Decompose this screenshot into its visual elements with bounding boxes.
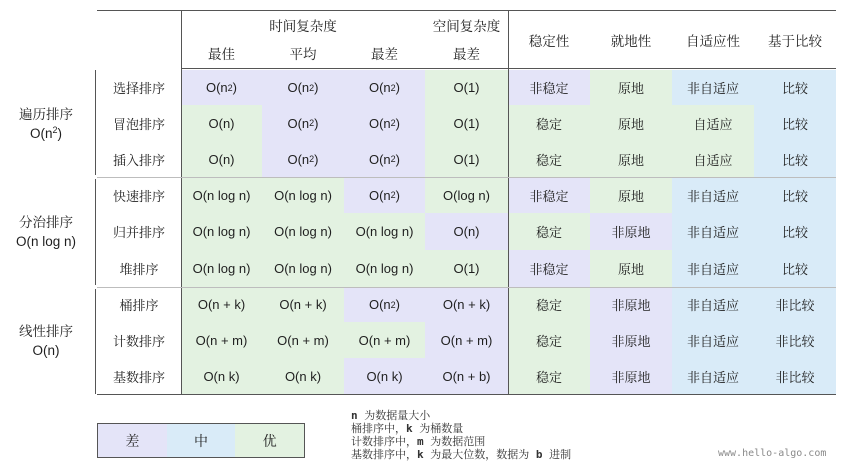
table-cell: 稳定 [508, 358, 590, 394]
notes [351, 409, 571, 461]
table-cell: O(n log n) [344, 250, 425, 287]
table-cell: 非稳定 [508, 177, 590, 213]
note-line: 计数排序中，m 为数据范围 [351, 435, 486, 448]
table-cell: O(log n) [425, 177, 508, 213]
table-cell: 稳定 [508, 322, 590, 358]
table-cell: 非自适应 [672, 287, 754, 322]
header-space-worst: 最差 [453, 47, 480, 62]
table-cell: O(n 2 ) [344, 70, 425, 105]
table-cell: O(n log n) [181, 177, 262, 213]
note-line: 基数排序中，k 为最大位数，数据为 b 进制 [351, 448, 572, 461]
table-cell: 稳定 [508, 213, 590, 250]
table-cell: O(n + k) [262, 287, 344, 322]
table-cell: 自适应 [672, 141, 754, 177]
table-cell: 非原地 [590, 358, 672, 394]
table-cell: 非比较 [754, 322, 836, 358]
table-cell: O(n 2 ) [262, 70, 344, 105]
table-cell: O(n + m) [344, 322, 425, 358]
table-cell: 非自适应 [672, 322, 754, 358]
table-cell: O(n log n) [262, 177, 344, 213]
row-label: 插入排序 [112, 152, 165, 168]
top-rule [97, 10, 836, 11]
header-average: 平均 [289, 47, 317, 62]
group-bracket-2 [95, 179, 96, 285]
row-label: 归并排序 [112, 225, 165, 240]
group-name: 遍历排序 [19, 106, 73, 122]
space-divider [508, 10, 509, 395]
table-cell: O(n log n) [181, 250, 262, 287]
group-bracket-1 [95, 70, 96, 175]
table-cell: O(1) [425, 250, 508, 287]
group-complexity: $O(n^2)$ [29, 124, 63, 141]
table-cell: 非自适应 [672, 358, 754, 394]
legend [97, 423, 305, 458]
table-cell: 原地 [590, 105, 672, 141]
row-label: 堆排序 [119, 262, 159, 277]
table-cell: 自适应 [672, 105, 754, 141]
table-cell: 非稳定 [508, 70, 590, 105]
table-cell: 非原地 [590, 287, 672, 322]
table-cell: O(n k) [262, 358, 344, 394]
table-cell: 原地 [590, 70, 672, 105]
table-cell: O(n + m) [262, 322, 344, 358]
row-label: 计数排序 [112, 333, 165, 349]
table-cell: 比较 [754, 141, 836, 177]
note-line: n 为数据量大小 [351, 409, 431, 422]
group-traversal-sort [0, 70, 92, 177]
table-cell: 非稳定 [508, 250, 590, 287]
group-divide-conquer-sort [0, 177, 92, 287]
header-space-complexity: 空间复杂度 [432, 19, 501, 34]
table-cell: 比较 [754, 105, 836, 141]
table-cell: 非自适应 [672, 250, 754, 287]
header-adaptive: 自适应性 [686, 34, 740, 49]
table-cell: 非比较 [754, 287, 836, 322]
legend-bad: 差 [98, 424, 167, 457]
group-linear-sort [0, 287, 92, 394]
header-in-place: 就地性 [610, 34, 652, 49]
table-cell: O(n 2 ) [344, 177, 425, 213]
header-time-complexity: 时间复杂度 [269, 19, 337, 34]
table-cell: 非自适应 [672, 213, 754, 250]
row-label: 选择排序 [112, 81, 165, 96]
table-cell: O(1) [425, 141, 508, 177]
table-cell: O(n + b) [425, 358, 508, 394]
table-cell: 非自适应 [672, 177, 754, 213]
table-cell: 原地 [590, 250, 672, 287]
group-divider-2 [97, 287, 836, 288]
table-cell: 比较 [754, 177, 836, 213]
table-cell: 比较 [754, 70, 836, 105]
table-cell: O(n 2 ) [344, 105, 425, 141]
table-cell: O(n 2 ) [344, 287, 425, 322]
table-cell: 比较 [754, 250, 836, 287]
row-label: 基数排序 [112, 369, 165, 385]
table-cell: O(n + m) [425, 322, 508, 358]
table-cell: O(n 2 ) [262, 141, 344, 177]
table-cell: 比较 [754, 213, 836, 250]
legend-medium: 中 [167, 424, 236, 457]
table-cell: O(n + k) [181, 287, 262, 322]
table-cell: O(n 2 ) [344, 141, 425, 177]
table-cell: O(n + k) [425, 287, 508, 322]
table-cell: O(n log n) [344, 213, 425, 250]
header-best: 最佳 [208, 47, 235, 62]
table-cell: O(n) [425, 213, 508, 250]
table-cell: 原地 [590, 177, 672, 213]
table-cell: O(n 2 ) [262, 105, 344, 141]
watermark: www.hello-algo.com [718, 448, 827, 459]
group-name: 线性排序 [19, 323, 73, 339]
table-cell: 非原地 [590, 322, 672, 358]
note-line: 桶排序中，k 为桶数量 [351, 422, 464, 435]
table-cell: 稳定 [508, 105, 590, 141]
header-worst: 最差 [371, 47, 398, 62]
table-cell: O(n log n) [262, 250, 344, 287]
row-label: 快速排序 [112, 188, 165, 204]
table-cell: O(n log n) [262, 213, 344, 250]
table-cell: O(1) [425, 105, 508, 141]
table-cell: O(n log n) [181, 213, 262, 250]
table-cell: O(n) [181, 105, 262, 141]
table-cell: 非原地 [590, 213, 672, 250]
table-cell: 非比较 [754, 358, 836, 394]
row-label-divider [181, 10, 182, 395]
row-label: 冒泡排序 [112, 116, 165, 132]
bottom-rule [97, 394, 836, 395]
row-label: 桶排序 [119, 298, 159, 313]
table-cell: O(n) [181, 141, 262, 177]
header-comparison: 基于比较 [768, 34, 822, 49]
table-cell: O(n 2 ) [181, 70, 262, 105]
table-cell: 稳定 [508, 287, 590, 322]
table-cell: O(1) [425, 70, 508, 105]
table-cell: 非自适应 [672, 70, 754, 105]
table-cell: O(n k) [181, 358, 262, 394]
table-cell: O(n k) [344, 358, 425, 394]
table-cell: 稳定 [508, 141, 590, 177]
group-complexity: O(n) [32, 342, 60, 358]
table-cell: 原地 [590, 141, 672, 177]
legend-good: 优 [235, 424, 304, 457]
group-divider-1 [97, 177, 836, 178]
header-stable: 稳定性 [528, 34, 570, 49]
group-name: 分治排序 [19, 215, 73, 230]
group-bracket-3 [95, 289, 96, 394]
group-complexity: O(n log n) [15, 234, 77, 249]
table-cell: O(n + m) [181, 322, 262, 358]
